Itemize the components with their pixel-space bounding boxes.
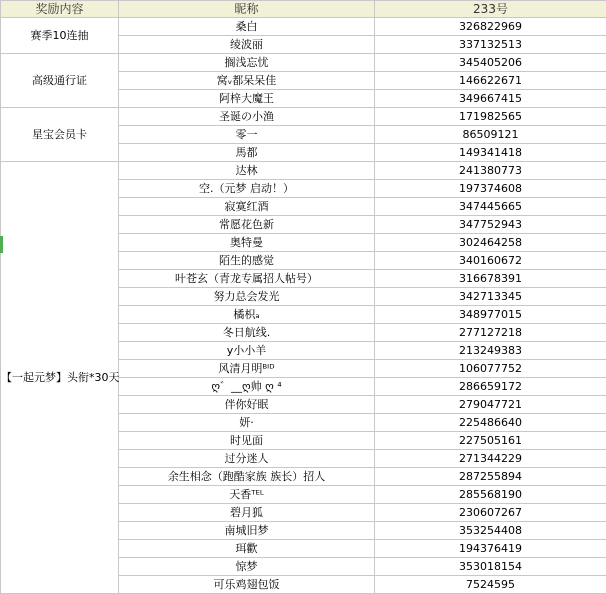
number-cell[interactable]: 230607267 [375,504,606,522]
nickname-cell[interactable]: 南城旧梦 [119,522,375,540]
nickname-cell[interactable]: 冬日航线. [119,324,375,342]
nickname-cell[interactable]: y小小羊 [119,342,375,360]
nickname-cell[interactable]: 橘枳ₐ [119,306,375,324]
number-cell[interactable]: 302464258 [375,234,606,252]
number-cell[interactable]: 146622671 [375,72,606,90]
nickname-cell[interactable]: 搁浅忘忧 [119,54,375,72]
nickname-cell[interactable]: 风清月明ᴮᴵᴰ [119,360,375,378]
nickname-cell[interactable]: 妍· [119,414,375,432]
reward-cell[interactable] [1,54,119,108]
number-cell[interactable]: 342713345 [375,288,606,306]
nickname-cell[interactable]: 零一 [119,126,375,144]
reward-label: 赛季10连抽 [30,29,89,42]
number-cell[interactable]: 345405206 [375,54,606,72]
nickname-cell[interactable]: ღ゛__ღ帅 ღ ⁴ [119,378,375,396]
number-cell[interactable]: 149341418 [375,144,606,162]
number-cell[interactable]: 86509121 [375,126,606,144]
row-marker [0,236,3,253]
nickname-cell[interactable]: 珥歡 [119,540,375,558]
nickname-cell[interactable]: 天香ᵀᴱᴸ [119,486,375,504]
number-cell[interactable]: 347445665 [375,198,606,216]
number-cell[interactable]: 7524595 [375,576,606,594]
number-cell[interactable]: 277127218 [375,324,606,342]
nickname-cell[interactable]: 常愿花色新 [119,216,375,234]
number-cell[interactable]: 287255894 [375,468,606,486]
nickname-cell[interactable]: 阿梓大魔王 [119,90,375,108]
number-cell[interactable]: 353018154 [375,558,606,576]
number-cell[interactable]: 171982565 [375,108,606,126]
number-cell[interactable]: 286659172 [375,378,606,396]
header-number[interactable]: 233号 [375,1,606,18]
nickname-cell[interactable]: 叶苍玄（青龙专属招人帖号） [119,270,375,288]
nickname-cell[interactable]: 陌生的感觉 [119,252,375,270]
number-cell[interactable]: 316678391 [375,270,606,288]
nickname-cell[interactable]: 空.（元梦 启动！） [119,180,375,198]
table-row [1,162,606,180]
number-cell[interactable]: 225486640 [375,414,606,432]
reward-cell[interactable] [1,108,119,162]
number-cell[interactable]: 348977015 [375,306,606,324]
number-cell[interactable]: 340160672 [375,252,606,270]
number-cell[interactable]: 197374608 [375,180,606,198]
nickname-cell[interactable]: 馬都 [119,144,375,162]
table-row [1,18,606,36]
reward-label: 【一起元梦】头衔*30天 [1,371,120,384]
reward-label: 高级通行证 [32,74,87,87]
nickname-cell[interactable]: 达林 [119,162,375,180]
number-cell[interactable]: 326822969 [375,18,606,36]
table-row [1,108,606,126]
number-cell[interactable]: 271344229 [375,450,606,468]
header-reward[interactable]: 奖励内容 [1,1,119,18]
nickname-cell[interactable]: 碧月狐 [119,504,375,522]
number-cell[interactable]: 285568190 [375,486,606,504]
nickname-cell[interactable]: 寂寞红酒 [119,198,375,216]
nickname-cell[interactable]: 桑白 [119,18,375,36]
nickname-cell[interactable]: 绫波丽 [119,36,375,54]
nickname-cell[interactable]: 伴你好眠 [119,396,375,414]
nickname-cell[interactable]: 圣诞の小渔 [119,108,375,126]
number-cell[interactable]: 279047721 [375,396,606,414]
nickname-cell[interactable]: 可乐鸡翅包饭 [119,576,375,594]
table-row [1,54,606,72]
reward-cell[interactable] [1,162,119,594]
number-cell[interactable]: 106077752 [375,360,606,378]
nickname-cell[interactable]: 余生相念（跑酷家族 族长）招人 [119,468,375,486]
reward-cell[interactable] [1,18,119,54]
nickname-cell[interactable]: 奥特曼 [119,234,375,252]
header-nickname[interactable]: 昵称 [119,1,375,18]
nickname-cell[interactable]: 努力总会发光 [119,288,375,306]
header-row [1,1,606,18]
number-cell[interactable]: 213249383 [375,342,606,360]
nickname-cell[interactable]: 惊梦 [119,558,375,576]
number-cell[interactable]: 241380773 [375,162,606,180]
number-cell[interactable]: 349667415 [375,90,606,108]
number-cell[interactable]: 347752943 [375,216,606,234]
nickname-cell[interactable]: 过分迷人 [119,450,375,468]
number-cell[interactable]: 227505161 [375,432,606,450]
nickname-cell[interactable]: 时见面 [119,432,375,450]
reward-label: 星宝会员卡 [32,128,87,141]
number-cell[interactable]: 337132513 [375,36,606,54]
number-cell[interactable]: 194376419 [375,540,606,558]
nickname-cell[interactable]: 窝ᵥ都呆呆佳 [119,72,375,90]
number-cell[interactable]: 353254408 [375,522,606,540]
